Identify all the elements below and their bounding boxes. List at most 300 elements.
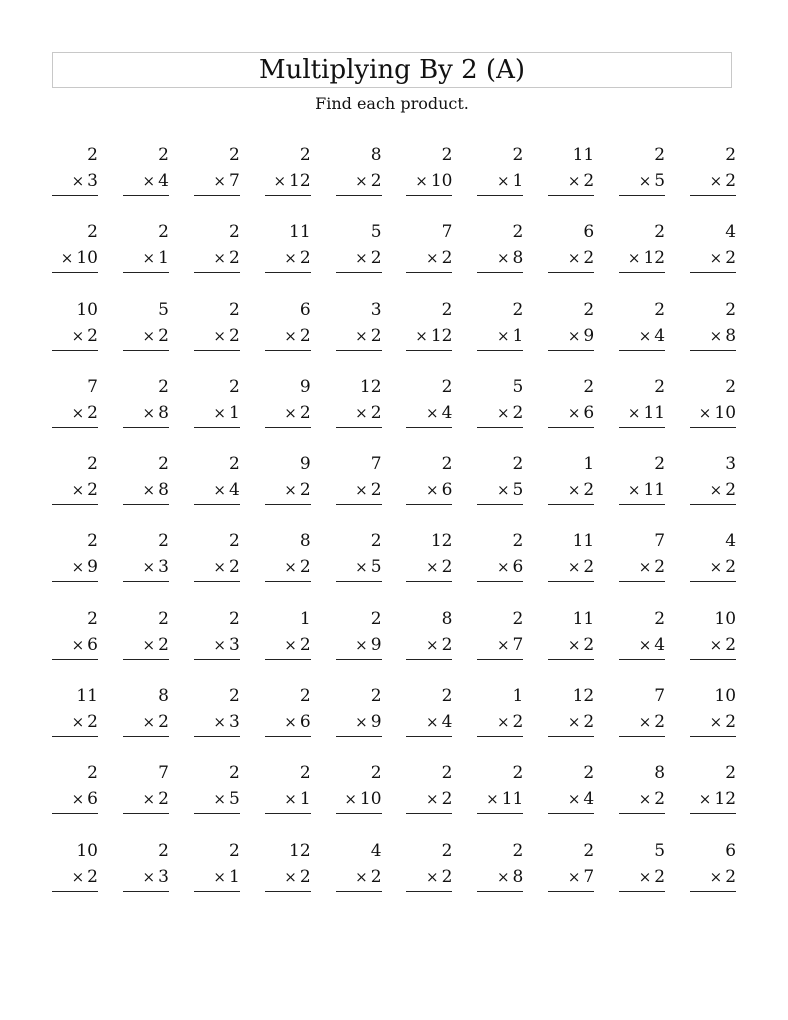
times-sign: × [284, 713, 297, 732]
multiplier-line [194, 168, 240, 196]
multiplier-line [548, 477, 594, 505]
multiplier: 4 [654, 634, 666, 655]
times-sign: × [71, 790, 85, 809]
multiplier-line [477, 709, 523, 737]
multiplicand: 10 [76, 299, 98, 320]
multiplier: 2 [87, 866, 98, 887]
multiplier-line [690, 477, 736, 505]
multiplier: 1 [512, 171, 524, 191]
times-sign: × [213, 635, 226, 654]
multiplicand: 12 [289, 840, 311, 861]
times-sign: × [142, 790, 156, 809]
problem [194, 528, 240, 605]
multiplicand: 2 [512, 454, 524, 475]
multiplier-line [123, 632, 169, 660]
multiplier: 2 [725, 866, 737, 887]
problem [548, 374, 594, 451]
multiplier: 9 [87, 557, 98, 578]
problem [123, 838, 169, 915]
times-sign: × [426, 558, 439, 577]
multiplier: 9 [583, 325, 595, 346]
multiplier-line [123, 400, 169, 428]
times-sign: × [426, 713, 439, 732]
times-sign: × [71, 172, 85, 190]
times-sign: × [142, 403, 156, 422]
multiplier-line [406, 323, 452, 351]
multiplier-line [194, 554, 240, 582]
multiplier: 2 [299, 248, 311, 269]
multiplier-line [477, 400, 523, 428]
multiplier-line [690, 554, 736, 582]
multiplier-line [548, 400, 594, 428]
multiplier-line [336, 709, 382, 737]
problem [690, 606, 736, 683]
problem [265, 219, 311, 296]
problem [265, 606, 311, 683]
multiplier-line [336, 864, 382, 892]
multiplicand: 2 [158, 222, 169, 243]
multiplicand: 2 [228, 299, 240, 320]
multiplier: 12 [714, 789, 737, 810]
multiplicand: 7 [654, 686, 666, 707]
multiplier: 1 [228, 866, 240, 887]
multiplier: 2 [583, 634, 595, 655]
times-sign: × [567, 326, 581, 345]
multiplier-line [477, 786, 523, 814]
multiplicand: 11 [76, 686, 98, 707]
multiplicand: 2 [654, 376, 666, 397]
times-sign: × [284, 326, 297, 345]
multiplier: 3 [158, 866, 169, 887]
multiplier: 2 [725, 557, 737, 578]
problem [265, 528, 311, 605]
problem [336, 451, 382, 528]
problem [52, 297, 98, 374]
problem [52, 219, 98, 296]
multiplicand: 10 [76, 840, 98, 861]
multiplier: 1 [512, 325, 524, 346]
multiplier: 2 [583, 248, 595, 269]
times-sign: × [355, 403, 368, 422]
multiplier: 5 [228, 789, 240, 810]
multiplicand: 9 [299, 376, 311, 397]
multiplier-line [123, 864, 169, 892]
multiplicand: 2 [228, 454, 240, 475]
multiplicand: 8 [441, 608, 453, 629]
multiplicand: 2 [87, 145, 98, 165]
multiplicand: 2 [158, 376, 169, 397]
times-sign: × [213, 326, 226, 345]
times-sign: × [567, 481, 581, 500]
times-sign: × [213, 403, 226, 422]
problem-grid [52, 142, 737, 915]
times-sign: × [355, 713, 368, 732]
multiplier: 12 [430, 325, 453, 346]
multiplier: 2 [158, 789, 169, 810]
multiplier-line [406, 786, 452, 814]
times-sign: × [638, 867, 652, 886]
times-sign: × [142, 713, 156, 732]
multiplier-line [690, 323, 736, 351]
times-sign: × [567, 635, 581, 654]
multiplicand: 2 [299, 145, 311, 165]
times-sign: × [415, 326, 428, 345]
problem [123, 142, 169, 219]
times-sign: × [426, 481, 439, 500]
multiplicand: 2 [228, 686, 240, 707]
multiplier: 5 [654, 171, 666, 191]
multiplier: 6 [87, 634, 98, 655]
multiplicand: 2 [228, 608, 240, 629]
multiplier: 4 [158, 171, 169, 191]
multiplier-line [194, 786, 240, 814]
worksheet-title: Multiplying By 2 (A) [259, 55, 525, 85]
times-sign: × [284, 481, 297, 500]
multiplier: 8 [725, 325, 737, 346]
times-sign: × [142, 481, 156, 500]
multiplicand: 2 [441, 686, 453, 707]
multiplier: 1 [158, 248, 169, 269]
problem [336, 142, 382, 219]
multiplier-line [265, 632, 311, 660]
multiplier-line [690, 709, 736, 737]
problem [265, 297, 311, 374]
problem [690, 683, 736, 760]
multiplicand: 8 [158, 686, 169, 707]
multiplier-line [619, 245, 665, 273]
times-sign: × [355, 635, 368, 654]
multiplier: 2 [512, 402, 524, 423]
problem [52, 528, 98, 605]
multiplier-line [123, 554, 169, 582]
problem [52, 606, 98, 683]
multiplicand: 2 [158, 840, 169, 861]
times-sign: × [284, 403, 297, 422]
times-sign: × [355, 249, 368, 268]
multiplier: 12 [643, 248, 666, 269]
problem [477, 374, 523, 451]
problem [406, 528, 452, 605]
multiplier: 6 [87, 789, 98, 810]
times-sign: × [213, 713, 226, 732]
problem [619, 606, 665, 683]
multiplier: 2 [583, 171, 595, 191]
multiplier-line [548, 323, 594, 351]
multiplicand: 2 [725, 763, 737, 784]
multiplicand: 7 [654, 531, 666, 552]
multiplier: 12 [289, 171, 311, 191]
times-sign: × [71, 403, 85, 422]
times-sign: × [709, 558, 723, 577]
multiplier: 2 [441, 789, 453, 810]
multiplicand: 10 [714, 686, 737, 707]
problem [336, 528, 382, 605]
times-sign: × [142, 172, 156, 190]
multiplicand: 2 [512, 840, 524, 861]
multiplier-line [265, 245, 311, 273]
times-sign: × [627, 403, 641, 422]
multiplier-line [336, 245, 382, 273]
problem [406, 760, 452, 837]
multiplier: 7 [583, 866, 595, 887]
multiplicand: 2 [583, 376, 595, 397]
multiplier-line [619, 709, 665, 737]
multiplier: 6 [512, 557, 524, 578]
multiplier: 2 [725, 171, 737, 191]
problem [619, 760, 665, 837]
problem [690, 451, 736, 528]
multiplier: 2 [583, 557, 595, 578]
multiplier-line [336, 400, 382, 428]
multiplicand: 7 [158, 763, 169, 784]
problem [548, 142, 594, 219]
problem [406, 451, 452, 528]
problem [406, 142, 452, 219]
problem [477, 451, 523, 528]
multiplier-line [548, 709, 594, 737]
multiplicand: 12 [359, 376, 382, 397]
problem [265, 451, 311, 528]
problem [619, 297, 665, 374]
problem [690, 760, 736, 837]
times-sign: × [709, 867, 723, 886]
multiplier-line [52, 400, 98, 428]
problem [406, 838, 452, 915]
multiplier: 7 [228, 171, 240, 191]
multiplier-line [265, 709, 311, 737]
multiplier: 2 [370, 866, 382, 887]
multiplier-line [548, 864, 594, 892]
multiplicand: 4 [370, 840, 382, 861]
multiplier: 3 [228, 712, 240, 733]
multiplier-line [619, 632, 665, 660]
problem [690, 219, 736, 296]
multiplier: 2 [87, 402, 98, 423]
times-sign: × [486, 790, 499, 809]
times-sign: × [567, 172, 581, 190]
multiplier-line [406, 245, 452, 273]
title-box [52, 52, 732, 88]
multiplier-line [265, 786, 311, 814]
multiplier: 5 [370, 557, 382, 578]
problem [690, 838, 736, 915]
problem [336, 219, 382, 296]
multiplier-line [265, 168, 311, 196]
multiplier: 10 [76, 248, 98, 269]
problem [194, 219, 240, 296]
problem [548, 451, 594, 528]
multiplier-line [619, 323, 665, 351]
problem [336, 683, 382, 760]
times-sign: × [638, 713, 652, 732]
multiplicand: 2 [441, 454, 453, 475]
multiplicand: 11 [572, 145, 595, 165]
multiplicand: 7 [370, 454, 382, 475]
multiplicand: 2 [583, 299, 595, 320]
times-sign: × [567, 790, 581, 809]
problem [406, 606, 452, 683]
multiplier-line [52, 554, 98, 582]
multiplier: 6 [441, 480, 453, 501]
problem [406, 374, 452, 451]
multiplier: 11 [643, 402, 666, 423]
problem [123, 451, 169, 528]
problem [194, 606, 240, 683]
times-sign: × [709, 326, 723, 345]
multiplicand: 2 [228, 376, 240, 397]
multiplier: 3 [228, 634, 240, 655]
problem [477, 297, 523, 374]
times-sign: × [426, 403, 439, 422]
multiplier: 2 [654, 866, 666, 887]
multiplier: 4 [583, 789, 595, 810]
multiplier: 2 [299, 325, 311, 346]
problem [619, 374, 665, 451]
multiplier-line [406, 168, 452, 196]
problem [477, 838, 523, 915]
multiplier-line [690, 245, 736, 273]
multiplier: 9 [370, 712, 382, 733]
times-sign: × [284, 558, 297, 577]
times-sign: × [627, 249, 641, 268]
multiplicand: 2 [228, 222, 240, 243]
multiplicand: 8 [299, 531, 311, 552]
multiplier-line [690, 864, 736, 892]
times-sign: × [496, 249, 510, 268]
multiplier: 2 [299, 402, 311, 423]
multiplier: 2 [158, 325, 169, 346]
multiplier-line [194, 632, 240, 660]
problem [548, 297, 594, 374]
times-sign: × [355, 172, 368, 190]
problem [265, 683, 311, 760]
multiplicand: 2 [228, 145, 240, 165]
times-sign: × [344, 790, 357, 809]
problem [123, 219, 169, 296]
multiplicand: 11 [289, 222, 311, 243]
multiplicand: 2 [512, 145, 524, 165]
multiplier: 6 [583, 402, 595, 423]
multiplier: 4 [441, 712, 453, 733]
times-sign: × [213, 558, 226, 577]
times-sign: × [142, 635, 156, 654]
multiplier: 2 [654, 557, 666, 578]
times-sign: × [638, 172, 652, 190]
problem [477, 142, 523, 219]
problem [477, 528, 523, 605]
times-sign: × [567, 713, 581, 732]
problem [477, 683, 523, 760]
times-sign: × [709, 481, 723, 500]
multiplier-line [548, 554, 594, 582]
multiplier: 2 [228, 325, 240, 346]
times-sign: × [355, 867, 368, 886]
times-sign: × [496, 635, 510, 654]
multiplier-line [336, 632, 382, 660]
multiplier-line [477, 632, 523, 660]
multiplicand: 2 [87, 222, 98, 243]
multiplier: 2 [512, 712, 524, 733]
times-sign: × [567, 867, 581, 886]
multiplicand: 5 [512, 376, 524, 397]
problem [336, 606, 382, 683]
problem [194, 683, 240, 760]
multiplicand: 3 [370, 299, 382, 320]
multiplicand: 2 [654, 222, 666, 243]
problem [477, 219, 523, 296]
times-sign: × [638, 558, 652, 577]
multiplicand: 2 [583, 763, 595, 784]
multiplicand: 2 [441, 840, 453, 861]
times-sign: × [355, 326, 368, 345]
times-sign: × [213, 790, 226, 809]
multiplicand: 2 [370, 686, 382, 707]
times-sign: × [567, 249, 581, 268]
multiplicand: 6 [583, 222, 595, 243]
multiplier: 2 [370, 402, 382, 423]
multiplicand: 6 [299, 299, 311, 320]
multiplier-line [477, 554, 523, 582]
times-sign: × [698, 790, 712, 809]
problem [123, 297, 169, 374]
problem [619, 683, 665, 760]
problem [690, 297, 736, 374]
multiplier: 2 [370, 248, 382, 269]
multiplicand: 2 [441, 376, 453, 397]
multiplier: 2 [725, 634, 737, 655]
problem [548, 838, 594, 915]
times-sign: × [71, 558, 85, 577]
multiplicand: 2 [158, 454, 169, 475]
problem [619, 528, 665, 605]
multiplicand: 2 [512, 608, 524, 629]
multiplicand: 2 [654, 145, 666, 165]
multiplier-line [477, 477, 523, 505]
multiplier-line [194, 864, 240, 892]
times-sign: × [638, 635, 652, 654]
multiplier: 3 [87, 171, 98, 191]
times-sign: × [213, 481, 226, 500]
multiplicand: 2 [370, 763, 382, 784]
multiplicand: 2 [441, 145, 453, 165]
multiplier: 10 [714, 402, 737, 423]
multiplier-line [619, 168, 665, 196]
multiplier: 2 [87, 480, 98, 501]
multiplier: 4 [228, 480, 240, 501]
multiplier-line [336, 323, 382, 351]
multiplicand: 3 [725, 454, 737, 475]
multiplier: 4 [654, 325, 666, 346]
multiplier-line [52, 245, 98, 273]
times-sign: × [71, 481, 85, 500]
multiplicand: 2 [299, 763, 311, 784]
times-sign: × [709, 635, 723, 654]
times-sign: × [426, 249, 439, 268]
problem [690, 528, 736, 605]
problem [194, 374, 240, 451]
multiplicand: 10 [714, 608, 737, 629]
multiplier: 8 [512, 866, 524, 887]
multiplier-line [406, 632, 452, 660]
problem [406, 297, 452, 374]
problem [548, 219, 594, 296]
multiplier-line [619, 400, 665, 428]
problem [336, 760, 382, 837]
multiplier-line [477, 323, 523, 351]
times-sign: × [71, 713, 85, 732]
worksheet-instructions: Find each product. [315, 94, 469, 113]
multiplicand: 9 [299, 454, 311, 475]
